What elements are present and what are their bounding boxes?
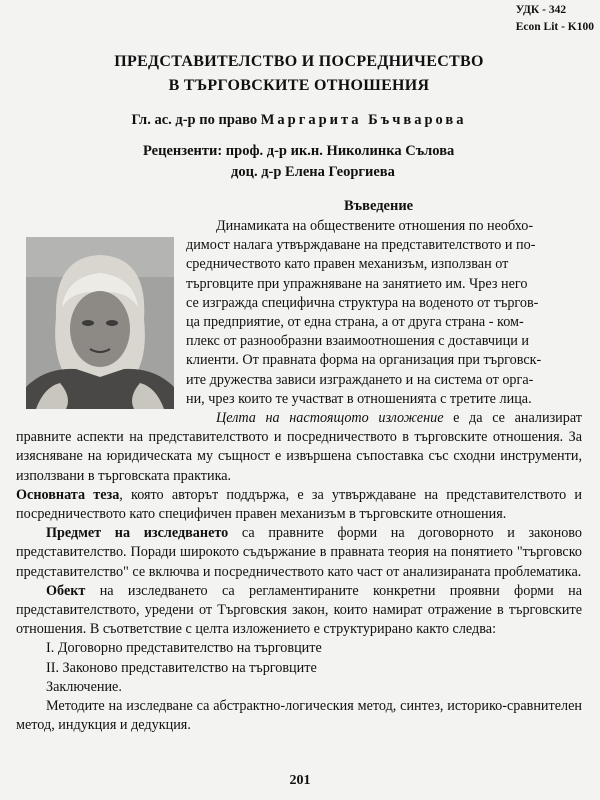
text-line: търговците при упражняване на занятието им. Чрез него — [186, 275, 528, 292]
intro-paragraph-methods: Методите на изследване са абстрактно-логическия метод, синтез, историко-сравнителен метод, индукция и дедукция. — [16, 698, 582, 734]
reviewers-label: Рецензенти: — [143, 143, 223, 159]
text-line: плекс от разнообразни взаимоотношения с доставчици и — [186, 333, 529, 350]
text-line: средничеството като правен механизъм, използван от — [186, 256, 509, 273]
text-line: клиенти. От правната форма на организация при търговск- — [186, 352, 542, 369]
introduction-section — [16, 217, 582, 735]
intro-paragraph-goal — [16, 409, 582, 486]
structure-list — [16, 639, 582, 697]
intro-paragraph-thesis — [16, 486, 582, 524]
list-item: II. Законово представителство на търговците — [46, 659, 317, 676]
goal-phrase: Целта на настоящото изложение — [216, 410, 444, 427]
intro-paragraph-object — [16, 582, 582, 640]
author-portrait — [26, 237, 174, 409]
econlit-code: Econ Lit - K100 — [515, 21, 594, 33]
text-line: ца предприятие, от една страна, а от друга страна - ком- — [186, 314, 524, 331]
classification-codes — [516, 2, 594, 36]
reviewer-1: проф. д-р ик.н. Николинка Сълова — [225, 143, 455, 159]
reviewer-2: доц. д-р Елена Георгиева — [231, 164, 395, 180]
object-phrase: Обект — [46, 582, 86, 599]
thesis-text: , която авторът поддържа, е за утвърждаване на представителството и посредничеството като специфичен правен механизъм в търговските отношения. — [16, 486, 583, 523]
title-line-2: В ТЪРГОВСКИТЕ ОТНОШЕНИЯ — [168, 77, 430, 94]
goal-text: е да се анализират правните аспекти на представителството и посредничеството в търговските отношения. За изясняване на юридическата му същност е извършена съпоставка със сходни инструменти, използвани в търговската практика. — [16, 410, 582, 484]
author-rank: Гл. ас. д-р по право — [131, 112, 258, 128]
intro-paragraph-subject — [16, 524, 582, 582]
text-line: се изгражда специфична структура на воденото от търгов- — [186, 294, 539, 311]
text-line: Динамиката на обществените отношения по необхо- — [216, 218, 534, 234]
section-heading-introduction: Въведение — [344, 198, 414, 214]
thesis-phrase: Основната теза — [16, 486, 120, 503]
subject-phrase: Предмет на изследването — [46, 525, 229, 542]
udk-code: УДК - 342 — [515, 4, 567, 16]
article-title — [16, 0, 582, 98]
author-line — [16, 112, 582, 129]
list-item: Заключение. — [46, 678, 122, 695]
title-line-1: ПРЕДСТАВИТЕЛСТВО И ПОСРЕДНИЧЕСТВО — [114, 53, 484, 70]
reviewers-block — [16, 141, 582, 183]
text-line: димост налага утвърждаване на представителството и по- — [186, 237, 536, 254]
page-number: 201 — [289, 773, 311, 788]
author-name: Маргарита Бъчварова — [260, 112, 467, 128]
list-item: I. Договорно представителство на търговците — [46, 640, 322, 657]
text-line: ите дружества зависи изграждането и на система от орга- — [186, 371, 534, 388]
portrait-photo-image — [26, 237, 174, 409]
subject-text: са правните форми на договорното и законово представителство. Поради широкото съдържание в правната теория на понятието "търговско представителство" се включва и посредничеството като част от анализираната проблематика. — [16, 525, 582, 580]
text-line: ни, чрез които те участват в отношенията с третите лица. — [186, 390, 532, 407]
object-text: на изследването са регламентираните конкретни проявни форми на представителството, уредени от Търговския закон, които намират отражение в търговските отношения. В съответствие с целта изложението е структурирано както следва: — [16, 582, 582, 638]
